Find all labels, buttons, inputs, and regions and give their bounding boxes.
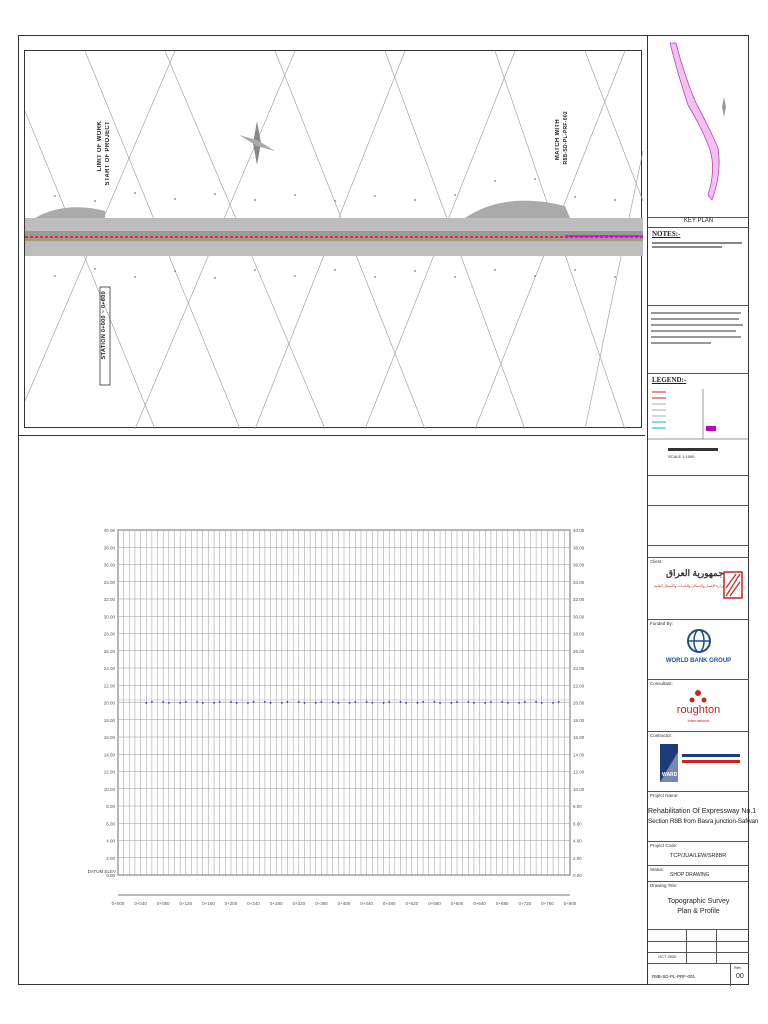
y-tick-label-left: 28.00: [103, 631, 115, 637]
title-block: [647, 35, 759, 985]
x-tick-label: 0+040: [134, 901, 147, 906]
y-tick-label-left: 36.00: [103, 562, 115, 568]
y-tick-label-right: 12.00: [573, 769, 585, 775]
x-tick-label: 0+240: [247, 901, 260, 906]
x-tick-label: 0+520: [405, 901, 419, 906]
station-range-label: STATION 0+000 ~ 0+800: [101, 291, 107, 360]
y-tick-label-right: 6.00: [573, 821, 582, 827]
y-tick-label-right: 14.00: [573, 752, 585, 758]
y-tick-label-right: 10.00: [573, 786, 585, 792]
plan-view: [24, 50, 642, 428]
y-tick-label-left: 24.00: [103, 666, 115, 671]
x-tick-label: 0+640: [473, 901, 486, 906]
y-tick-label-left: 12.00: [103, 769, 115, 775]
y-tick-label-left: 22.00: [103, 683, 115, 689]
y-tick-label-right: 16.00: [573, 735, 585, 740]
key-plan-area: [648, 35, 749, 217]
client-emblem-icon: [722, 570, 744, 600]
y-tick-label-left: 30.00: [103, 614, 115, 620]
x-tick-label: 0+200: [224, 901, 238, 906]
x-tick-label: 0+560: [428, 901, 441, 906]
client-label: Client:: [650, 559, 663, 564]
drawing-title-line-2: Plan & Profile: [677, 908, 720, 915]
y-tick-label-left: 2.00: [106, 855, 115, 861]
y-tick-label-right: 4.00: [573, 838, 582, 844]
y-tick-label-right: 18.00: [573, 717, 585, 723]
y-tick-label-right: 34.00: [573, 579, 585, 585]
client-subtitle: وزارة الإعمار والإسكان والبلديات والأشغال العامة: [654, 584, 725, 588]
y-tick-label-left: 34.00: [103, 579, 115, 585]
start-of-project-label: START OF PROJECT: [105, 121, 111, 186]
x-tick-label: 0+120: [179, 901, 193, 906]
y-tick-label-right: 40.00: [573, 528, 585, 533]
y-tick-label-left: 6.00: [106, 821, 115, 827]
y-tick-label-left: 32.00: [103, 597, 115, 602]
x-tick-label: 0+440: [360, 901, 373, 906]
limit-of-work-label: LIMIT OF WORK: [97, 121, 103, 172]
y-tick-label-right: 28.00: [573, 631, 585, 637]
drawing-date: OCT 2020: [658, 954, 677, 959]
world-bank-globe-icon: [686, 628, 712, 654]
y-tick-label-left: 18.00: [103, 717, 115, 723]
profile-grid: [87, 520, 590, 910]
y-tick-label-left: 26.00: [103, 648, 115, 654]
plan-drawing: [25, 51, 643, 429]
x-tick-label: 0+480: [382, 901, 396, 906]
funded-by-label: Funded By:: [650, 621, 674, 626]
plan-profile-divider: [18, 435, 645, 436]
consultant-subtitle: international: [687, 718, 710, 723]
project-code-label: Project Code:: [650, 843, 678, 848]
y-tick-label-left: 16.00: [103, 735, 115, 740]
x-tick-label: 0+160: [202, 901, 215, 906]
y-tick-label-right: 30.00: [573, 614, 585, 620]
x-tick-label: 0+720: [518, 901, 532, 906]
x-tick-label: 0+680: [495, 901, 509, 906]
y-tick-label-left: 0.00: [106, 873, 115, 878]
revision-label: Rev.: [734, 965, 742, 970]
key-plan-map: [648, 35, 749, 217]
key-plan-title: KEY PLAN: [683, 218, 714, 224]
y-tick-label-left: 10.00: [103, 786, 115, 792]
profile-view: [87, 520, 590, 910]
north-arrow-icon: [239, 121, 275, 165]
contractor-name: WARD: [662, 772, 678, 778]
y-tick-label-left: 40.00: [103, 528, 115, 533]
y-tick-label-left: 4.00: [106, 838, 115, 844]
consultant-logo-icon: [688, 688, 708, 704]
y-tick-label-right: 2.00: [573, 855, 582, 861]
drawing-title-line-1: Topographic Survey: [667, 898, 730, 905]
consultant-name: roughton: [676, 704, 721, 716]
x-tick-label: 0+600: [450, 901, 464, 906]
project-name-line-1: Rehabilitation Of Expressway No.1: [648, 808, 757, 815]
x-tick-label: 0+080: [156, 901, 170, 906]
scale-label: SCALE 1:1000: [668, 454, 695, 459]
match-drawing-label: R8B-SD-PL-PRF-002: [563, 111, 569, 165]
y-tick-label-right: 8.00: [573, 804, 582, 809]
status-label: Status:: [650, 867, 665, 872]
notes-title: NOTES:-: [652, 230, 681, 238]
datum-label: DATUM ELEV: [87, 869, 116, 874]
y-tick-label-right: 36.00: [573, 562, 585, 568]
match-line-label: MATCH WITH: [555, 119, 561, 161]
legend-symbols: [648, 384, 749, 479]
x-tick-label: 0+000: [111, 901, 125, 906]
y-tick-label-right: 26.00: [573, 648, 585, 654]
y-tick-label-left: 14.00: [103, 752, 115, 758]
y-tick-label-right: 0.00: [573, 873, 582, 878]
x-tick-label: 0+760: [541, 901, 554, 906]
legend-title: LEGEND:-: [652, 376, 687, 384]
drawing-title-label: Drawing Title:: [650, 883, 678, 888]
x-tick-label: 0+360: [315, 901, 328, 906]
x-tick-label: 0+320: [292, 901, 306, 906]
project-name-label: Project Name:: [650, 793, 679, 798]
project-name-line-2: Section R8B from Basra junction-Safwan: [648, 818, 759, 825]
x-tick-label: 0+800: [563, 901, 577, 906]
y-tick-label-right: 24.00: [573, 666, 585, 671]
y-tick-label-right: 22.00: [573, 683, 585, 689]
x-tick-label: 0+400: [337, 901, 351, 906]
project-code: TCP/JUA/LEW/SR8BR: [670, 853, 727, 859]
contractor-label: Contractor:: [650, 733, 673, 738]
funded-by-name: WORLD BANK GROUP: [665, 658, 732, 664]
client-name: جمهورية العراق: [666, 568, 724, 578]
y-tick-label-left: 20.00: [103, 700, 115, 706]
consultant-label: Consultant:: [650, 681, 673, 686]
y-tick-label-right: 38.00: [573, 545, 585, 551]
key-plan-north-icon: [722, 97, 726, 117]
x-tick-label: 0+280: [269, 901, 283, 906]
status-value: SHOP DRAWING: [670, 872, 710, 878]
y-tick-label-left: 38.00: [103, 545, 115, 551]
y-tick-label-left: 8.00: [106, 804, 115, 809]
y-tick-label-right: 20.00: [573, 700, 585, 706]
drawing-number: R8B-SD-PL-PRF-001: [652, 974, 696, 979]
y-tick-label-right: 32.00: [573, 597, 585, 602]
revision-value: 00: [736, 973, 744, 980]
